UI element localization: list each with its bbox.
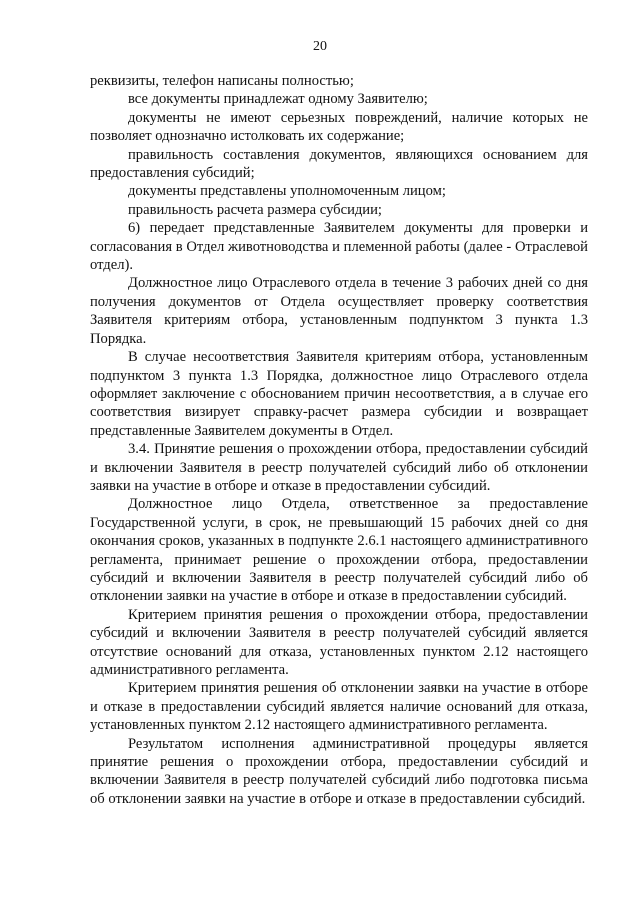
paragraph-section-3-4: 3.4. Принятие решения о прохождении отбора, предоставлении субсидий и включении Заявителя в реестр получателей субсидий либо об отклонении заявки на участие в отборе и отказе в предоставлении субсидий. [90,441,588,494]
paragraph-calculation: правильность расчета размера субсидии; [128,201,382,218]
document-body [90,72,588,808]
paragraph-approval-criterion: Критерием принятия решения о прохождении отбора, предоставлении субсидий и включении Заявителя в реестр получателей субсидий является отсутствие оснований для отказа, установленных пунктом 2.12 настоящего административного регламента. [90,606,588,678]
paragraph-rejection-criterion: Критерием принятия решения об отклонении заявки на участие в отборе и отказе в предоставлении субсидий является наличие оснований для отказа, установленных пунктом 2.12 настоящего административного регламента. [90,680,588,734]
paragraph-nonconformity: В случае несоответствия Заявителя критериям отбора, установленным подпунктом 3 пункта 1.3 Порядка, должностное лицо Отраслевого отдела оформляет заключение с обоснованием причин несоответствия, а в случае его соответствия визирует справку-расчет размера субсидии и возвращает представленные Заявителем документы в Отдел. [90,349,588,439]
paragraph-official-decision: Должностное лицо Отдела, ответственное за предоставление Государственной услуги, в срок, не превышающий 15 рабочих дней со дня окончания сроков, указанных в подпункте 2.6.1 настоящего административного регламента, принимает решение о прохождении отбора, предоставлении субсидий и включении Заявителя в реестр получателей субсидий либо об отклонении заявки на участие в отборе и отказе в предоставлении субсидий. [90,496,588,605]
paragraph-item-6: 6) передает представленные Заявителем документы для проверки и согласования в Отдел животноводства и племенной работы (далее - Отраслевой отдел). [90,220,588,274]
page-number: 20 [313,39,327,54]
paragraph-authorized-person: документы представлены уполномоченным лицом; [128,183,446,200]
paragraph-one-applicant: все документы принадлежат одному Заявителю; [128,91,428,108]
paragraph-correct-documents: правильность составления документов, являющихся основанием для предоставления субсидий; [90,146,588,182]
paragraph-sector-check: Должностное лицо Отраслевого отдела в течение 3 рабочих дней со дня получения документов от Отдела осуществляет проверку соответствия Заявителя критериям отбора, установленным подпунктом 3 пункта 1.3 Порядка. [90,275,588,347]
paragraph-no-damage: документы не имеют серьезных повреждений, наличие которых не позволяет однозначно истолковать их содержание; [90,109,588,145]
paragraph-result: Результатом исполнения административной процедуры является принятие решения о прохождении отбора, предоставлении субсидий и включении Заявителя в реестр получателей субсидий либо подготовка письма об отклонении заявки на участие в отборе и отказе в предоставлении субсидий. [90,735,588,807]
paragraph-requisites: реквизиты, телефон написаны полностью; [90,73,354,89]
